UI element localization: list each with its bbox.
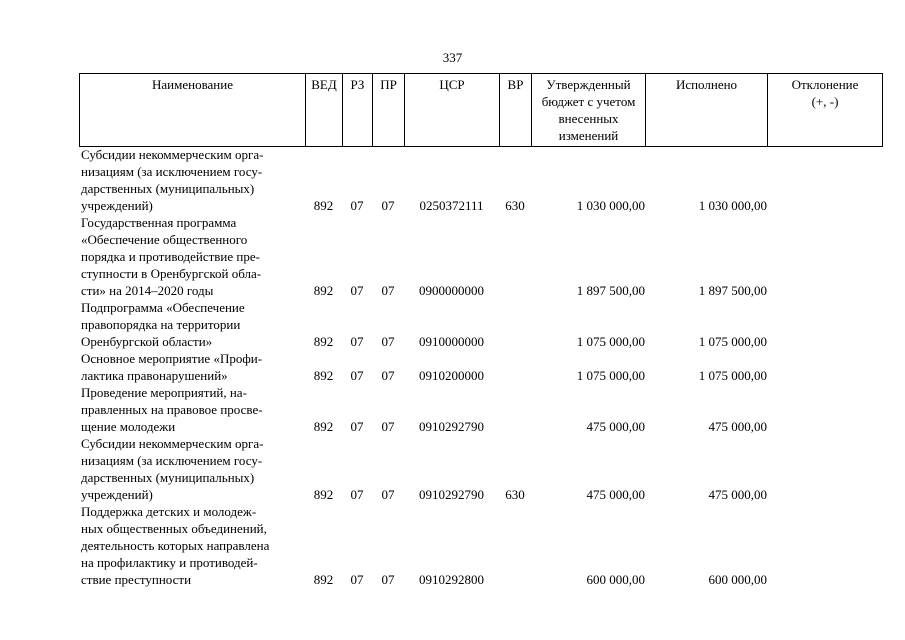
row-ved: 892 [313, 419, 334, 434]
row-name-line: низациям (за исключением госу- [81, 164, 263, 179]
header-budget-line: Утвержденный [546, 77, 631, 92]
table-row [79, 503, 882, 588]
header-name: Наименование [80, 74, 306, 147]
row-name-line: дарственных (муниципальных) [81, 470, 255, 485]
row-name-line: учреждений) [81, 487, 153, 502]
row-pr: 07 [381, 198, 395, 213]
row-executed: 1 075 000,00 [698, 368, 767, 383]
row-name-line: Государственная программа [81, 215, 237, 230]
row-name [79, 384, 305, 435]
row-ved: 892 [313, 334, 334, 349]
row-name [79, 299, 305, 350]
row-rz: 07 [350, 368, 364, 383]
row-name-line: Оренбургской области» [81, 334, 213, 349]
row-name-line: Субсидии некоммерческим орга- [81, 436, 264, 451]
row-name-line: учреждений) [81, 198, 153, 213]
row-budget: 475 000,00 [586, 419, 645, 434]
row-name-line: ных общественных объединений, [81, 521, 267, 536]
row-pr: 07 [381, 283, 395, 298]
row-ved: 892 [313, 487, 334, 502]
row-name-line: «Обеспечение общественного [81, 232, 248, 247]
table-row [79, 384, 882, 435]
row-ved: 892 [313, 572, 334, 587]
row-csr: 0910292790 [419, 487, 484, 502]
row-name-line: правопорядка на территории [81, 317, 241, 332]
row-ved: 892 [313, 368, 334, 383]
header-budget-line: бюджет с учетом [541, 94, 636, 109]
row-name [79, 435, 305, 503]
row-budget: 1 030 000,00 [576, 198, 645, 213]
header-budget [532, 74, 646, 147]
row-name [79, 146, 305, 214]
row-executed: 1 030 000,00 [698, 198, 767, 213]
row-name-line: дарственных (муниципальных) [81, 181, 255, 196]
row-name-line: на профилактику и противодей- [81, 555, 258, 570]
row-name-line: порядка и противодействие пре- [81, 249, 260, 264]
row-pr: 07 [381, 487, 395, 502]
row-name-line: сти» на 2014–2020 годы [81, 283, 214, 298]
header-budget-line: изменений [558, 128, 619, 143]
row-budget: 1 897 500,00 [576, 283, 645, 298]
page-number: 337 [442, 50, 463, 65]
row-name-line: Проведение мероприятий, на- [81, 385, 247, 400]
row-budget: 475 000,00 [586, 487, 645, 502]
header-rz: РЗ [343, 74, 373, 147]
table-body [79, 146, 882, 588]
row-name-line: ствие преступности [81, 572, 192, 587]
row-ved: 892 [313, 283, 334, 298]
header-executed: Исполнено [646, 74, 768, 147]
row-name-line: правленных на правовое просве- [81, 402, 263, 417]
table-header [79, 73, 883, 147]
row-csr: 0900000000 [419, 283, 484, 298]
row-pr: 07 [381, 572, 395, 587]
table-row [79, 146, 882, 214]
row-rz: 07 [350, 283, 364, 298]
row-vr: 630 [505, 487, 525, 502]
row-pr: 07 [381, 368, 395, 383]
row-ved: 892 [313, 198, 334, 213]
header-ved: ВЕД [306, 74, 343, 147]
row-name-line: Основное мероприятие «Профи- [81, 351, 263, 366]
row-executed: 475 000,00 [708, 487, 767, 502]
table-row [79, 214, 882, 299]
table-row [79, 435, 882, 503]
row-executed: 1 897 500,00 [698, 283, 767, 298]
row-name-line: щение молодежи [81, 419, 176, 434]
row-executed: 1 075 000,00 [698, 334, 767, 349]
row-name-line: лактика правонарушений» [81, 368, 228, 383]
row-name [79, 214, 305, 299]
table-row [79, 350, 882, 384]
row-name-line: Поддержка детских и молодеж- [81, 504, 257, 519]
row-pr: 07 [381, 334, 395, 349]
header-vr: ВР [500, 74, 532, 147]
header-deviation-line: Отклонение [791, 77, 859, 92]
row-name [79, 350, 305, 384]
header-deviation [768, 74, 883, 147]
row-budget: 1 075 000,00 [576, 368, 645, 383]
header-pr: ПР [373, 74, 405, 147]
row-name [79, 503, 305, 588]
row-budget: 1 075 000,00 [576, 334, 645, 349]
header-csr: ЦСР [405, 74, 500, 147]
row-rz: 07 [350, 198, 364, 213]
row-budget: 600 000,00 [586, 572, 645, 587]
row-csr: 0910000000 [419, 334, 484, 349]
row-name-line: Субсидии некоммерческим орга- [81, 147, 264, 162]
row-csr: 0910292790 [419, 419, 484, 434]
row-csr: 0250372111 [419, 198, 484, 213]
row-csr: 0910292800 [419, 572, 484, 587]
row-rz: 07 [350, 487, 364, 502]
header-budget-line: внесенных [558, 111, 619, 126]
row-name-line: ступности в Оренбургской обла- [81, 266, 262, 281]
row-rz: 07 [350, 419, 364, 434]
row-name-line: деятельность которых направлена [81, 538, 270, 553]
row-rz: 07 [350, 334, 364, 349]
row-pr: 07 [381, 419, 395, 434]
row-executed: 600 000,00 [708, 572, 767, 587]
row-csr: 0910200000 [419, 368, 484, 383]
row-rz: 07 [350, 572, 364, 587]
row-name-line: Подпрограмма «Обеспечение [81, 300, 245, 315]
header-deviation-line: (+, -) [811, 94, 839, 109]
table-row [79, 299, 882, 350]
row-executed: 475 000,00 [708, 419, 767, 434]
row-name-line: низациям (за исключением госу- [81, 453, 263, 468]
row-vr: 630 [505, 198, 525, 213]
